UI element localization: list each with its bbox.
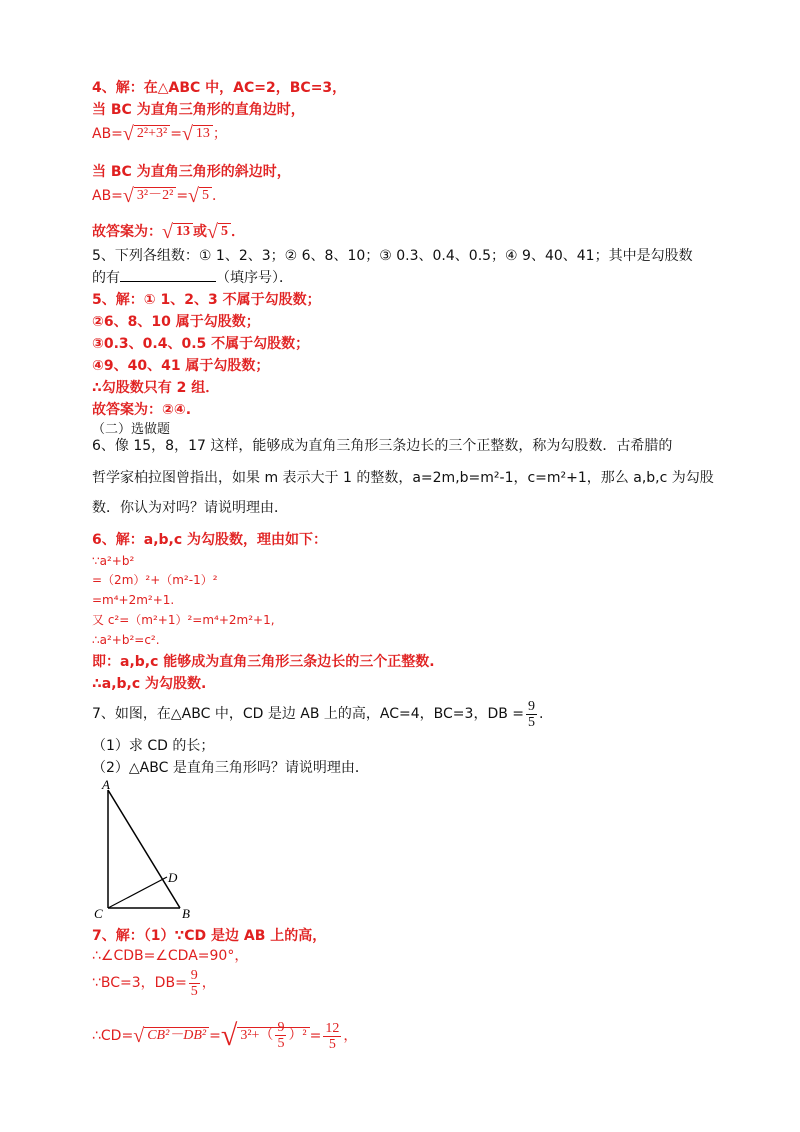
question6-line2: 哲学家柏拉图曾指出，如果 m 表示大于 1 的整数，a=2m,b=m²-1，c=m²+1，那么 a,b,c 为勾股 bbox=[92, 470, 714, 486]
question7-part2: （2）△ABC 是直角三角形吗？请说明理由． bbox=[92, 760, 369, 776]
question5-line2: 的有 （填序号）． bbox=[92, 270, 293, 286]
answer7-line4: ∴CD=√ CB²－DB² =√ 3²+（ $\frac{9}{5}$ ）² = $\frac{12}{5}$ ， bbox=[92, 1019, 358, 1052]
answer7-line1: 7、解：（1）∵CD 是边 AB 上的高， bbox=[92, 928, 327, 944]
answer7-line2: ∴∠CDB=∠CDA=90°， bbox=[92, 948, 249, 964]
question6-line1: 6、像 15，8，17 这样，能够成为直角三角形三条边长的三个正整数，称为勾股数．古希腊的 bbox=[92, 438, 673, 454]
answer5-line1: 5、解：① 1、2、3 不属于勾股数； bbox=[92, 292, 321, 308]
section-optional: （二）选做题 bbox=[92, 422, 171, 437]
answer4-result: 故答案为：√ 13 或√ 5 ． bbox=[92, 221, 245, 243]
answer4-line4: 当 BC 为直角三角形的斜边时， bbox=[92, 164, 291, 180]
answer6-line7: 即：a,b,c 能够成为直角三角形三条边长的三个正整数. bbox=[92, 654, 435, 670]
triangle-figure bbox=[92, 778, 202, 918]
answer6-line6: ∴a²+b²=c². bbox=[92, 633, 160, 647]
question6-line3: 数．你认为对吗？请说明理由． bbox=[92, 500, 288, 516]
answer4-line3: AB=√ 2²+3² =√ 13 ； bbox=[92, 123, 227, 145]
vertex-label-a: A bbox=[102, 778, 110, 792]
question5-line1: 5、下列各组数：① 1、2、3；② 6、8、10；③ 0.3、0.4、0.5；④ 9、40、41；其中是勾股数 bbox=[92, 248, 693, 264]
answer6-line2: ∵a²+b² bbox=[92, 554, 135, 568]
answer-blank bbox=[120, 269, 216, 282]
question7-part1: （1）求 CD 的长； bbox=[92, 738, 215, 754]
vertex-label-c: C bbox=[94, 906, 103, 918]
answer4-line5: AB=√ 3²－2² =√ 5 ． bbox=[92, 185, 227, 207]
answer6-line4: =m⁴+2m²+1. bbox=[92, 593, 175, 607]
answer5-line5: ∴勾股数只有 2 组． bbox=[92, 380, 220, 396]
answer5-line3: ③0.3、0.4、0.5 不属于勾股数； bbox=[92, 336, 310, 352]
answer7-line3: ∵BC=3，DB= $\frac{9}{5}$ ， bbox=[92, 967, 216, 999]
answer6-line3: =（2m）²+（m²-1）² bbox=[92, 573, 218, 587]
answer6-line5: 又 c²=（m²+1）²=m⁴+2m²+1, bbox=[92, 613, 275, 627]
answer4-line1: 4、解：在△ABC 中，AC=2，BC=3， bbox=[92, 80, 347, 96]
answer4-line2: 当 BC 为直角三角形的直角边时， bbox=[92, 102, 305, 118]
answer6-line8: ∴a,b,c 为勾股数. bbox=[92, 676, 207, 692]
answer6-line1: 6、解：a,b,c 为勾股数，理由如下： bbox=[92, 532, 328, 548]
question7-line1: 7、如图，在△ABC 中，CD 是边 AB 上的高，AC=4，BC=3，DB = $\frac{9}{5}$ . bbox=[92, 698, 544, 730]
vertex-label-d: D bbox=[168, 870, 178, 885]
answer5-line4: ④9、40、41 属于勾股数； bbox=[92, 358, 270, 374]
vertex-label-b: B bbox=[182, 906, 190, 918]
answer5-line2: ②6、8、10 属于勾股数； bbox=[92, 314, 260, 330]
answer5-line6: 故答案为：②④. bbox=[92, 402, 192, 418]
